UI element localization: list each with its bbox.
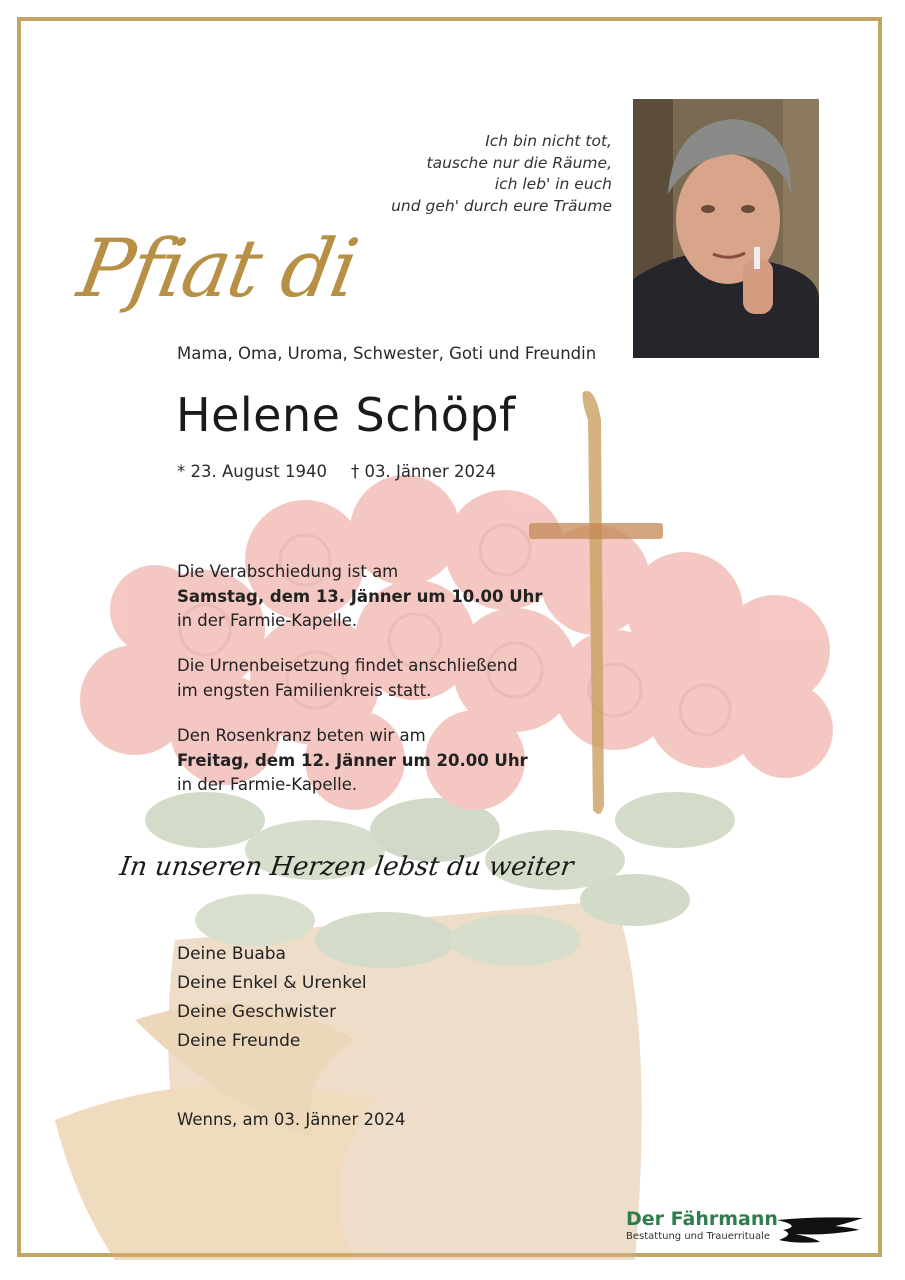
ceremony-date: Samstag, dem 13. Jänner um 10.00 Uhr (177, 586, 543, 606)
memorial-poem (391, 131, 612, 217)
rose-bouquet-image (55, 380, 855, 1260)
farewell-script: Pfiat di (71, 222, 364, 315)
family-member: Deine Buaba (177, 944, 286, 964)
rosary-info (177, 724, 528, 798)
poem-line: ich leb' in euch (494, 175, 612, 193)
portrait-photo (633, 99, 819, 358)
family-member: Deine Freunde (177, 1031, 301, 1051)
ceremony-location: in der Farmie-Kapelle. (177, 611, 358, 630)
logo-subtitle: Bestattung und Trauerrituale (626, 1231, 771, 1242)
life-dates (177, 462, 496, 481)
urn-info (177, 654, 518, 703)
relations-line: Mama, Oma, Uroma, Schwester, Goti und Freundin (177, 344, 597, 363)
logo-name: Der Fährmann (626, 1208, 778, 1230)
urn-line: im engsten Familienkreis statt. (177, 680, 432, 700)
ferry-boat-icon (775, 1214, 865, 1246)
birth-date: * 23. August 1940 (177, 462, 327, 481)
place-and-date: Wenns, am 03. Jänner 2024 (177, 1110, 406, 1129)
poem-line: und geh' durch eure Träume (391, 196, 612, 215)
funeral-home-logo (626, 1208, 778, 1242)
family-member: Deine Geschwister (177, 1002, 337, 1022)
rosary-line: Den Rosenkranz beten wir am (177, 726, 426, 745)
ceremony-info (177, 560, 543, 634)
poem-line: tausche nur die Räume, (426, 153, 612, 172)
family-member: Deine Enkel & Urenkel (177, 973, 367, 993)
rosary-location: in der Farmie-Kapelle. (177, 775, 358, 794)
poem-line: Ich bin nicht tot, (485, 132, 612, 150)
deceased-name: Helene Schöpf (176, 388, 516, 442)
rosary-date: Freitag, dem 12. Jänner um 20.00 Uhr (177, 750, 528, 770)
family-list (177, 940, 367, 1056)
ceremony-line: Die Verabschiedung ist am (177, 562, 399, 581)
urn-line: Die Urnenbeisetzung findet anschließend (177, 656, 518, 675)
memorial-tagline: In unseren Herzen lebst du weiter (117, 852, 576, 882)
death-date: † 03. Jänner 2024 (350, 462, 497, 481)
